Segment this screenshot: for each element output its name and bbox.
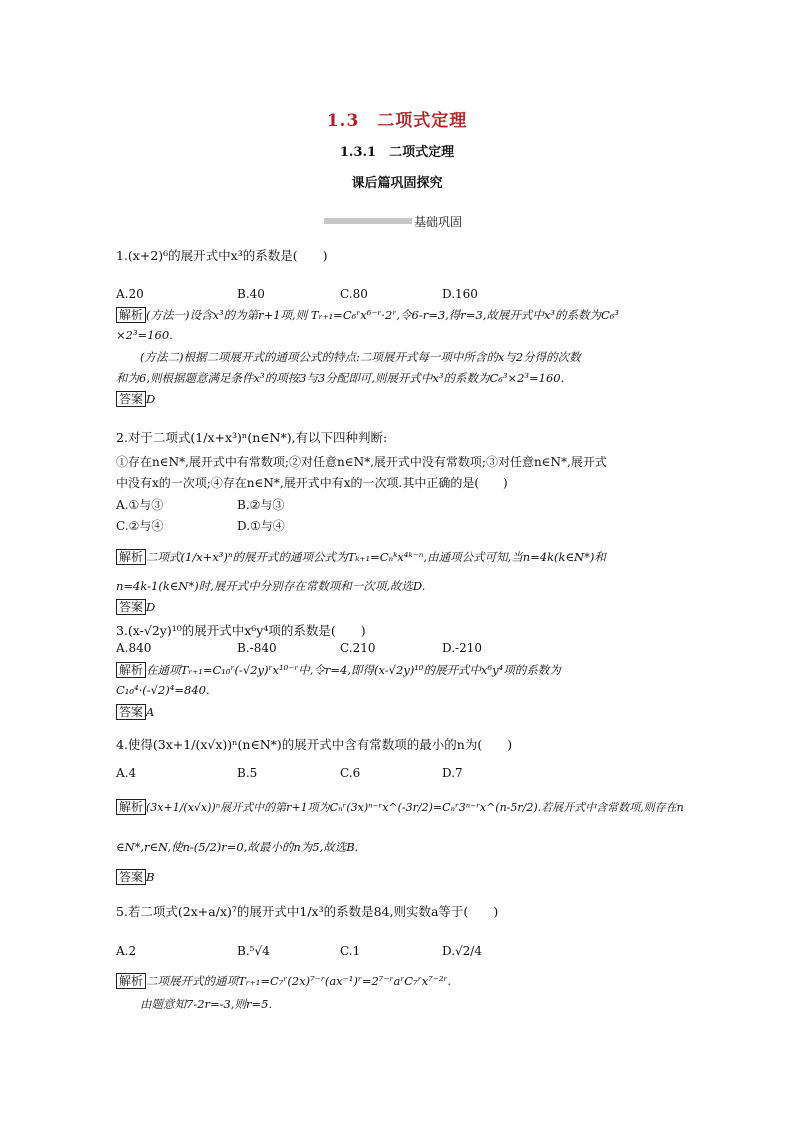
q3-answer xyxy=(116,704,154,720)
q5-solution-line-1 xyxy=(116,973,451,989)
analysis-tag: 解析 xyxy=(116,973,146,989)
section-subtitle: 1.3.1 二项式定理 xyxy=(339,145,455,160)
q5-stem: 5.若二项式(2x+a/x)⁷的展开式中1/x³的系数是84,则实数a等于( ) xyxy=(116,904,499,919)
q5-option-d: D.√2/4 xyxy=(442,944,482,958)
q1-answer xyxy=(116,391,155,407)
section-heading: 课后篇巩固探究 xyxy=(351,176,443,191)
q1-option-a: A.20 xyxy=(116,287,144,301)
analysis-tag: 解析 xyxy=(116,549,146,565)
q5-solution-line-2: 由题意知7-2r=-3,则r=5. xyxy=(140,997,273,1011)
analysis-tag: 解析 xyxy=(116,662,146,678)
q2-answer xyxy=(116,599,155,615)
q2-solution-text-1: 二项式(1/x+x³)ⁿ的展开式的通项公式为Tₖ₊₁=Cₙᵏx⁴ᵏ⁻ⁿ,由通项公式可知,当n=4k(k∈N*)和 xyxy=(146,550,606,564)
q4-option-b: B.5 xyxy=(237,766,258,780)
q5-option-a: A.2 xyxy=(116,944,137,958)
q2-line-2: ①存在n∈N*,展开式中有常数项;②对任意n∈N*,展开式中没有常数项;③对任意n∈N*,展开式 xyxy=(116,455,607,469)
q4-answer-value: B xyxy=(146,870,155,884)
analysis-tag: 解析 xyxy=(116,307,146,323)
q3-option-b: B.-840 xyxy=(237,641,277,655)
part-heading: 基础巩固 xyxy=(414,215,463,229)
answer-tag: 答案 xyxy=(116,391,146,407)
q4-option-d: D.7 xyxy=(442,766,463,780)
analysis-tag: 解析 xyxy=(116,799,146,815)
q2-solution-line-1 xyxy=(116,549,606,565)
q2-stem: 2.对于二项式(1/x+x³)ⁿ(n∈N*),有以下四种判断: xyxy=(116,430,388,445)
q3-solution-text-1: 在通项Tᵣ₊₁=C₁₀ʳ(-√2y)ʳx¹⁰⁻ʳ中,令r=4,即得(x-√2y)¹⁰的展开式中x⁶y⁴项的系数为 xyxy=(146,663,561,677)
q4-solution-line-1 xyxy=(116,799,684,815)
q1-stem: 1.(x+2)⁶的展开式中x³的系数是( ) xyxy=(116,248,328,263)
q1-solution-text-1: (方法一)设含x³的为第r+1项,则 Tᵣ₊₁=C₆ʳx⁶⁻ʳ·2ʳ,令6-r=3,得r=3,故展开式中x³的系数为C₆³ xyxy=(146,308,620,322)
q3-option-a: A.840 xyxy=(116,641,152,655)
q2-line-3: 中没有x的一次项;④存在n∈N*,展开式中有x的一次项.其中正确的是( ) xyxy=(116,476,508,490)
answer-tag: 答案 xyxy=(116,704,146,720)
q2-solution-line-2: n=4k-1(k∈N*)时,展开式中分别存在常数项和一次项,故选D. xyxy=(116,579,426,593)
q4-option-a: A.4 xyxy=(116,766,137,780)
q4-option-c: C.6 xyxy=(340,766,361,780)
q1-solution-line-1 xyxy=(116,307,619,323)
q1-option-c: C.80 xyxy=(340,287,368,301)
q4-solution-line-2: ∈N*,r∈N,使n-(5/2)r=0,故最小的n为5,故选B. xyxy=(116,840,359,854)
q3-solution-line-1 xyxy=(116,662,561,678)
q3-stem: 3.(x-√2y)¹⁰的展开式中x⁶y⁴项的系数是( ) xyxy=(116,623,366,638)
q2-option-d: D.①与④ xyxy=(237,519,285,533)
q1-option-d: D.160 xyxy=(442,287,478,301)
q2-option-a: A.①与③ xyxy=(116,498,164,512)
section-bar xyxy=(324,218,412,224)
q2-option-c: C.②与④ xyxy=(116,519,164,533)
q1-solution-line-4: 和为6,则根据题意满足条件x³的项按3与3分配即可,则展开式中x³的系数为C₆³×2³=160. xyxy=(116,371,565,385)
q4-solution-text-1: (3x+1/(x√x))ⁿ展开式中的第r+1项为Cₙʳ(3x)ⁿ⁻ʳx^(-3r/2)=Cₙʳ3ⁿ⁻ʳx^(n-5r/2).若展开式中含常数项,则存在n xyxy=(146,801,684,814)
q3-option-d: D.-210 xyxy=(442,641,482,655)
q2-answer-value: D xyxy=(146,600,156,614)
q2-option-b: B.②与③ xyxy=(237,498,285,512)
q4-stem: 4.使得(3x+1/(x√x))ⁿ(n∈N*)的展开式中含有常数项的最小的n为( ) xyxy=(116,737,513,752)
q4-answer xyxy=(116,869,154,885)
answer-tag: 答案 xyxy=(116,599,146,615)
q1-answer-value: D xyxy=(146,392,156,406)
q1-solution-line-3: (方法二)根据二项展开式的通项公式的特点:二项展开式每一项中所含的x与2分得的次数 xyxy=(140,350,581,364)
q1-option-b: B.40 xyxy=(237,287,265,301)
q3-option-c: C.210 xyxy=(340,641,376,655)
answer-tag: 答案 xyxy=(116,869,146,885)
page-title: 1.3 二项式定理 xyxy=(326,111,468,131)
q5-option-c: C.1 xyxy=(340,944,361,958)
q3-solution-line-2: C₁₀⁴·(-√2)⁴=840. xyxy=(116,683,210,697)
q5-solution-text-1: 二项展开式的通项Tᵣ₊₁=C₇ʳ(2x)⁷⁻ʳ(ax⁻¹)ʳ=2⁷⁻ʳaʳC₇ʳx⁷⁻²ʳ. xyxy=(146,974,452,988)
q5-option-b: B.⁵√4 xyxy=(237,944,270,958)
q1-solution-line-2: ×2³=160. xyxy=(116,328,173,342)
q3-answer-value: A xyxy=(146,705,155,719)
